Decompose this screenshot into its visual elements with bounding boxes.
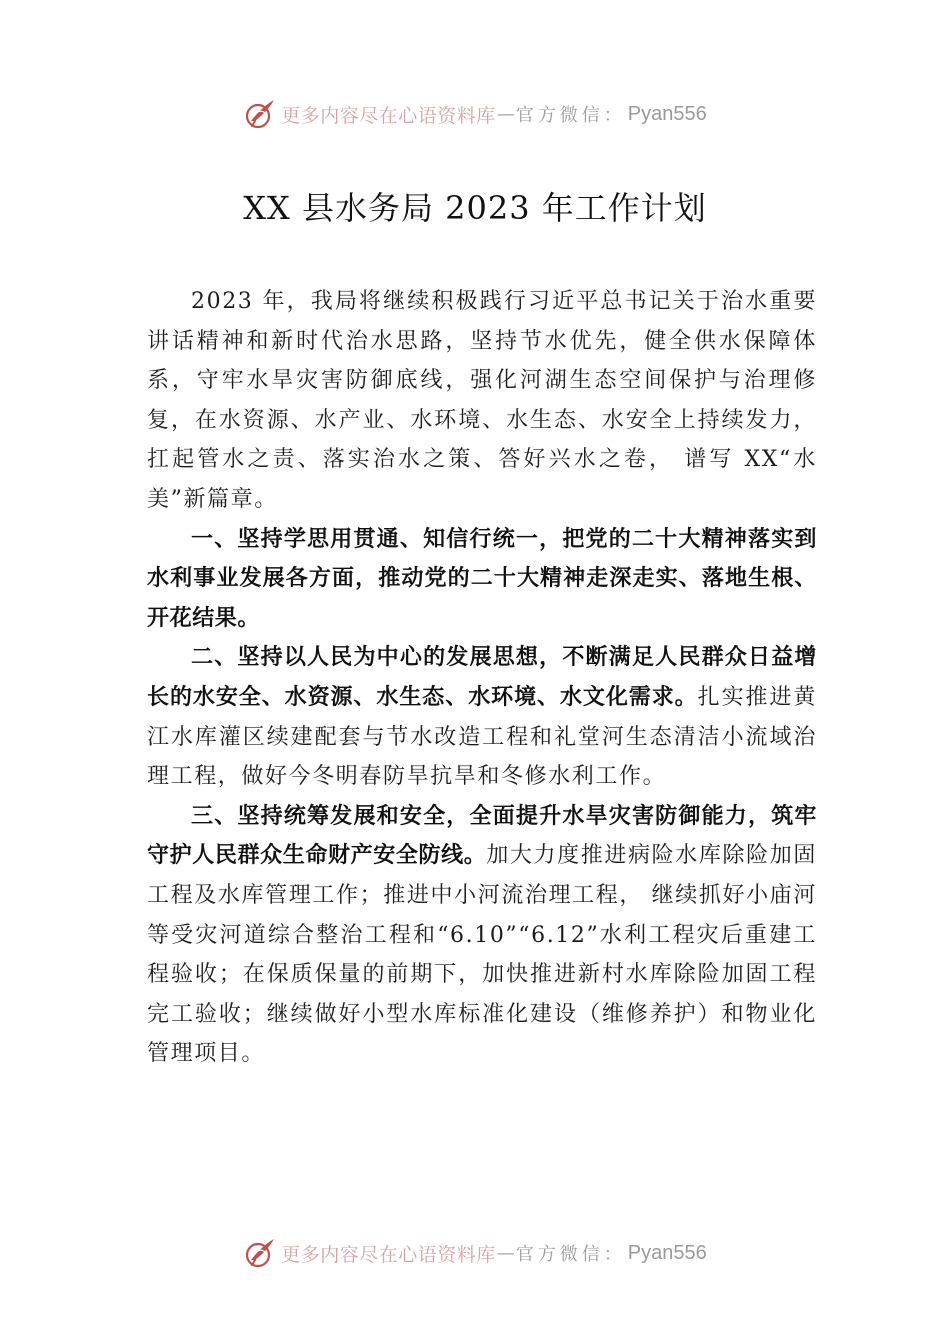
watermark-separator: — [496, 103, 515, 125]
document-title: XX 县水务局 2023 年工作计划 [243, 189, 707, 227]
section-3-text: 加大力度推进病险水库除险加固工程及水库管理工作；推进中小河流治理工程， 继续抓好小庙河等受灾河道综合整治工程和“6.10”“6.12”水利工程灾后重建工程验收；在保质保量的前期下，加快推进新村水库除险加固工程完工验收；继续做好小型水库标准化建设（维修养护）和物业化管理项目。 [147, 843, 817, 1067]
section-2-text: 扎实推进黄江水库灌区续建配套与节水改造工程和礼堂河生态清洁小流域治理工程，做好今冬明春防旱抗旱和冬修水利工作。 [147, 684, 817, 790]
watermark-label: 官方微信： [515, 105, 626, 126]
watermark-brand-text: 更多内容尽在心语资料库 [281, 104, 496, 127]
quill-logo-icon [243, 97, 277, 131]
header-watermark [0, 94, 950, 134]
footer-watermark [0, 1233, 950, 1273]
intro-paragraph: 2023 年，我局将继续积极践行习近平总书记关于治水重要讲话精神和新时代治水思路，坚持节水优先，健全供水保障体系，守牢水旱灾害防御底线，强化河湖生态空间保护与治理修复，在水资源、水产业、水环境、水生态、水安全上持续发力，扛起管水之责、落实治水之策、答好兴水之卷， 谱写 XX“水美”新篇章。 [147, 289, 817, 512]
section-2-heading: 二、坚持以人民为中心的发展思想，不断满足人民群众日益增长的水安全、水资源、水生态、水环境、水文化需求。 [147, 645, 817, 710]
section-1-paragraph [147, 520, 817, 639]
section-3-paragraph [147, 797, 817, 1074]
section-1-heading: 一、坚持学思用贯通、知信行统一，把党的二十大精神落实到水利事业发展各方面，推动党的二十大精神走深走实、落地生根、开花结果。 [147, 526, 817, 631]
watermark-separator: — [496, 1242, 515, 1264]
document-body [147, 282, 817, 1074]
watermark-wechat-id: Pyan556 [627, 1241, 707, 1264]
watermark-label: 官方微信： [515, 1244, 626, 1265]
section-2-paragraph [147, 638, 817, 796]
watermark-wechat-id: Pyan556 [627, 102, 707, 125]
quill-logo-icon [243, 1236, 277, 1270]
section-3-heading: 三、坚持统筹发展和安全，全面提升水旱灾害防御能力，筑牢守护人民群众生命财产安全防线。 [147, 803, 817, 869]
watermark-brand-text: 更多内容尽在心语资料库 [281, 1243, 496, 1266]
